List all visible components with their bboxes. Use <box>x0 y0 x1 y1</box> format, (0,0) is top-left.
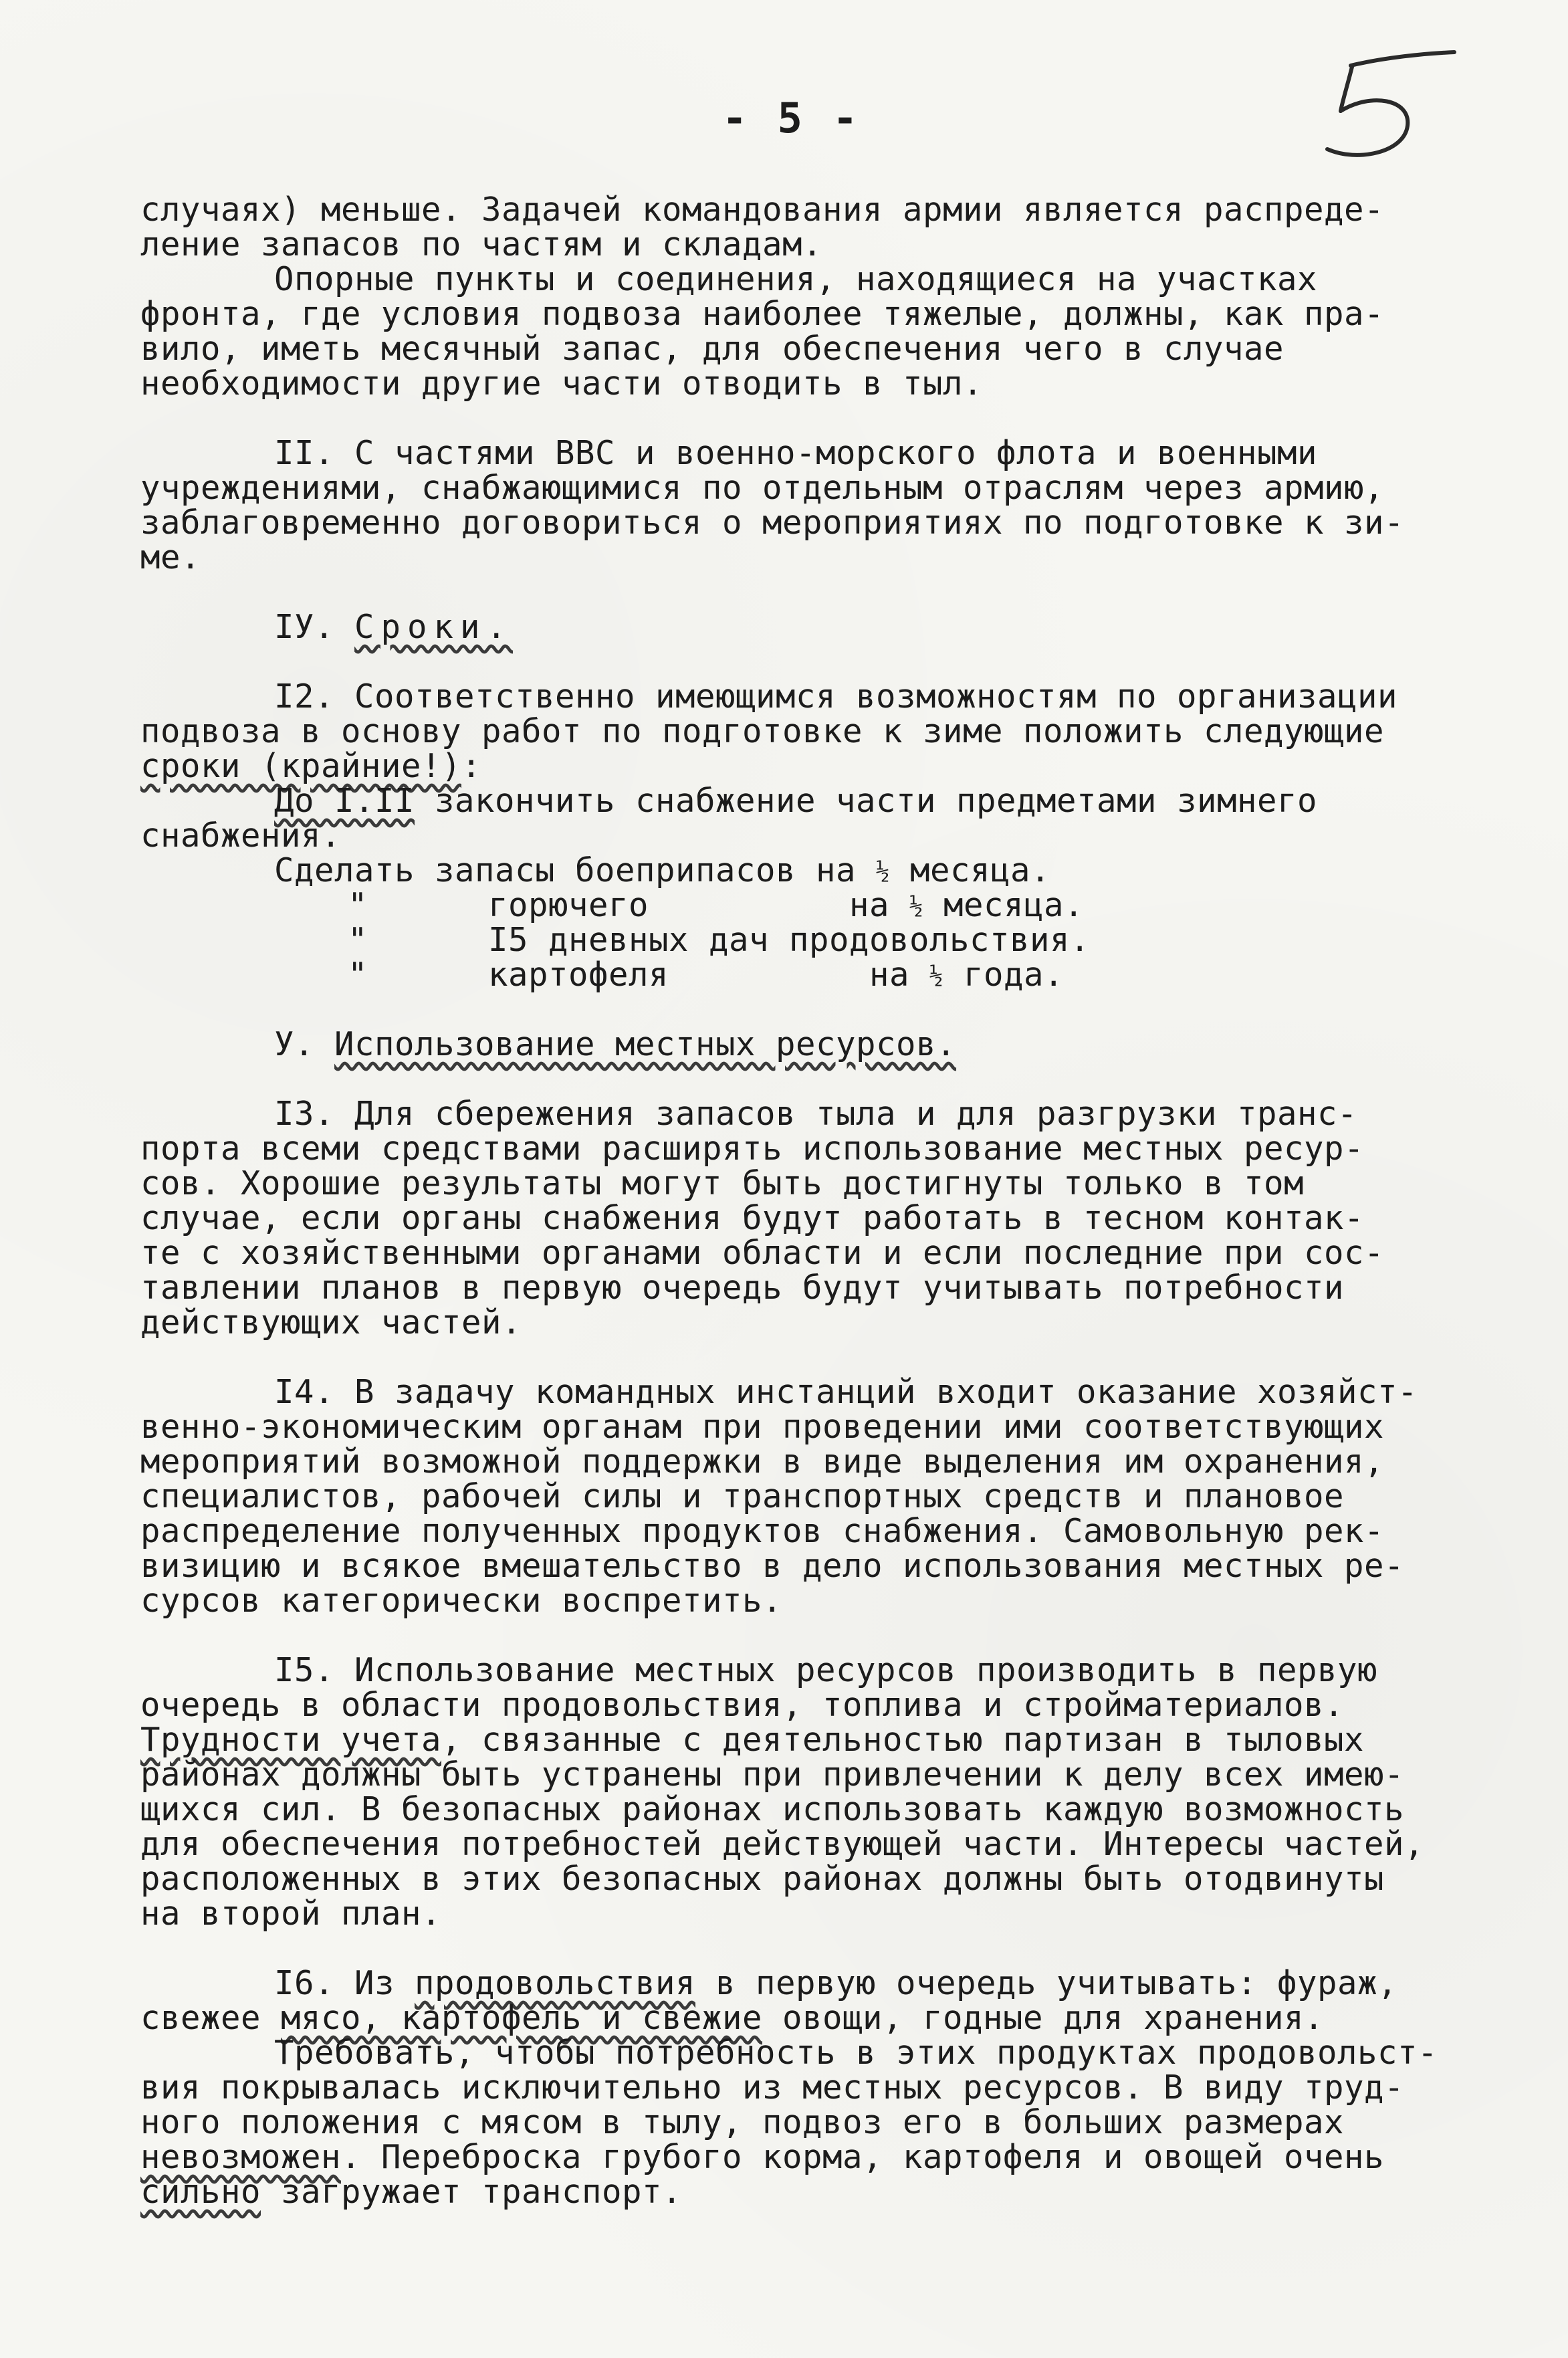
text-line: случае, если органы снабжения будут работать в тесном контак- <box>140 1199 1365 1237</box>
text-line: ление запасов по частям и складам. <box>140 225 823 263</box>
underlined-text: продовольствия <box>415 1964 696 2002</box>
text-line: Опорные пункты и соединения, находящиеся на участках <box>274 260 1318 298</box>
text-line: действующих частей. <box>140 1303 522 1342</box>
text-line: ного положения с мясом в тылу, подвоз его в больших размерах <box>140 2103 1345 2141</box>
underlined-text: мясо, картофель и свежие <box>281 1999 763 2037</box>
handwritten-five-drawing <box>1311 39 1464 173</box>
text-line: для обеспечения потребностей действующей части. Интересы частей, <box>140 1825 1425 1863</box>
text-line: тавлении планов в первую очередь будут учитывать потребности <box>140 1269 1345 1307</box>
text-line: венно-экономическим органам при проведении ими соответствующих <box>140 1408 1385 1446</box>
section-heading-4 <box>140 610 1558 645</box>
section-number: У. <box>274 1025 315 1063</box>
text-line: I2. Соответственно имеющимся возможностям по организации <box>274 677 1398 716</box>
underlined-text: невозможен <box>140 2138 342 2176</box>
section-number: IУ. <box>274 608 335 646</box>
section-heading-5 <box>140 1027 1558 1062</box>
text-line: очередь в области продовольствия, топлива и стройматериалов. <box>140 1686 1345 1724</box>
text-line: невозможен. Переброска грубого корма, картофеля и овощей очень <box>140 2138 1385 2176</box>
text-line: I6. Из продовольствия в первую очередь учитывать: фураж, <box>274 1964 1398 2002</box>
fraction-half: ½ <box>909 893 923 920</box>
text-line: Требовать, чтобы потребность в этих продуктах продовольст- <box>274 2034 1438 2072</box>
text-line: свежее мясо, картофель и свежие овощи, годные для хранения. <box>140 1999 1325 2037</box>
page-number: - 5 - <box>722 94 861 142</box>
document-body <box>140 193 1558 2210</box>
underlined-text: До I.II <box>274 782 415 820</box>
text-line: ме. <box>140 538 201 576</box>
text-line: " картофеля на ½ года. <box>348 956 1065 994</box>
text-line: щихся сил. В безопасных районах использовать каждую возможность <box>140 1790 1405 1828</box>
text-line: мероприятий возможной поддержки в виде выделения им охранения, <box>140 1442 1385 1481</box>
text-line: Сделать запасы боеприпасов на ½ месяца. <box>274 851 1051 889</box>
text-line: сов. Хорошие результаты могут быть достигнуты только в том <box>140 1164 1305 1202</box>
text-line: " горючего на ½ месяца. <box>348 886 1085 924</box>
section-title: Сроки. <box>354 608 514 646</box>
handwritten-page-number <box>1311 39 1464 173</box>
text-line: " I5 дневных дач продовольствия. <box>348 921 1091 959</box>
text-line: фронта, где условия подвоза наиболее тяжелые, должны, как пра- <box>140 295 1385 333</box>
underlined-text: сильно <box>140 2173 261 2211</box>
text-line: I4. В задачу командных инстанций входит оказание хозяйст- <box>274 1373 1418 1411</box>
underlined-text: Трудности учета <box>140 1721 442 1759</box>
text-line: случаях) меньше. Задачей командования армии является распреде- <box>140 191 1385 229</box>
text-line: I3. Для сбережения запасов тыла и для разгрузки транс- <box>274 1095 1358 1133</box>
section-title: Использование местных ресурсов. <box>334 1025 957 1063</box>
underlined-text: сроки (крайние!) <box>140 747 462 785</box>
text-line: вия покрывалась исключительно из местных ресурсов. В виду труд- <box>140 2068 1405 2107</box>
text-line: распределение полученных продуктов снабжения. Самовольную рек- <box>140 1512 1385 1550</box>
text-line: Трудности учета, связанные с деятельностью партизан в тыловых <box>140 1721 1365 1759</box>
text-line: снабжения. <box>140 817 342 855</box>
text-line: сурсов категорически воспретить. <box>140 1582 783 1620</box>
text-line: те с хозяйственными органами области и если последние при сос- <box>140 1234 1385 1272</box>
text-line: сильно загружает транспорт. <box>140 2173 683 2211</box>
text-line: расположенных в этих безопасных районах должны быть отодвинуты <box>140 1860 1385 1898</box>
text-line: районах должны быть устранены при привлечении к делу всех имею- <box>140 1755 1405 1794</box>
text-line: До I.II закончить снабжение части предметами зимнего <box>274 782 1318 820</box>
text-line: I5. Использование местных ресурсов производить в первую <box>274 1651 1378 1689</box>
text-line: сроки (крайние!): <box>140 747 482 785</box>
text-line: II. С частями ВВС и военно-морского флота и военными <box>274 434 1318 472</box>
text-line: вило, иметь месячный запас, для обеспечения чего в случае <box>140 330 1284 368</box>
text-line: подвоза в основу работ по подготовке к зиме положить следующие <box>140 712 1385 750</box>
fraction-half: ½ <box>876 858 890 885</box>
text-line: учреждениями, снабжающимися по отдельным отраслям через армию, <box>140 469 1385 507</box>
text-line: необходимости другие части отводить в тыл. <box>140 364 984 403</box>
text-line: порта всеми средствами расширять использование местных ресур- <box>140 1130 1365 1168</box>
text-line: на второй план. <box>140 1895 442 1933</box>
text-line: заблаговременно договориться о мероприятиях по подготовке к зи- <box>140 504 1405 542</box>
text-line: специалистов, рабочей силы и транспортных средств и плановое <box>140 1477 1345 1515</box>
fraction-half: ½ <box>929 962 943 989</box>
text-line: визицию и всякое вмешательство в дело использования местных ре- <box>140 1547 1405 1585</box>
